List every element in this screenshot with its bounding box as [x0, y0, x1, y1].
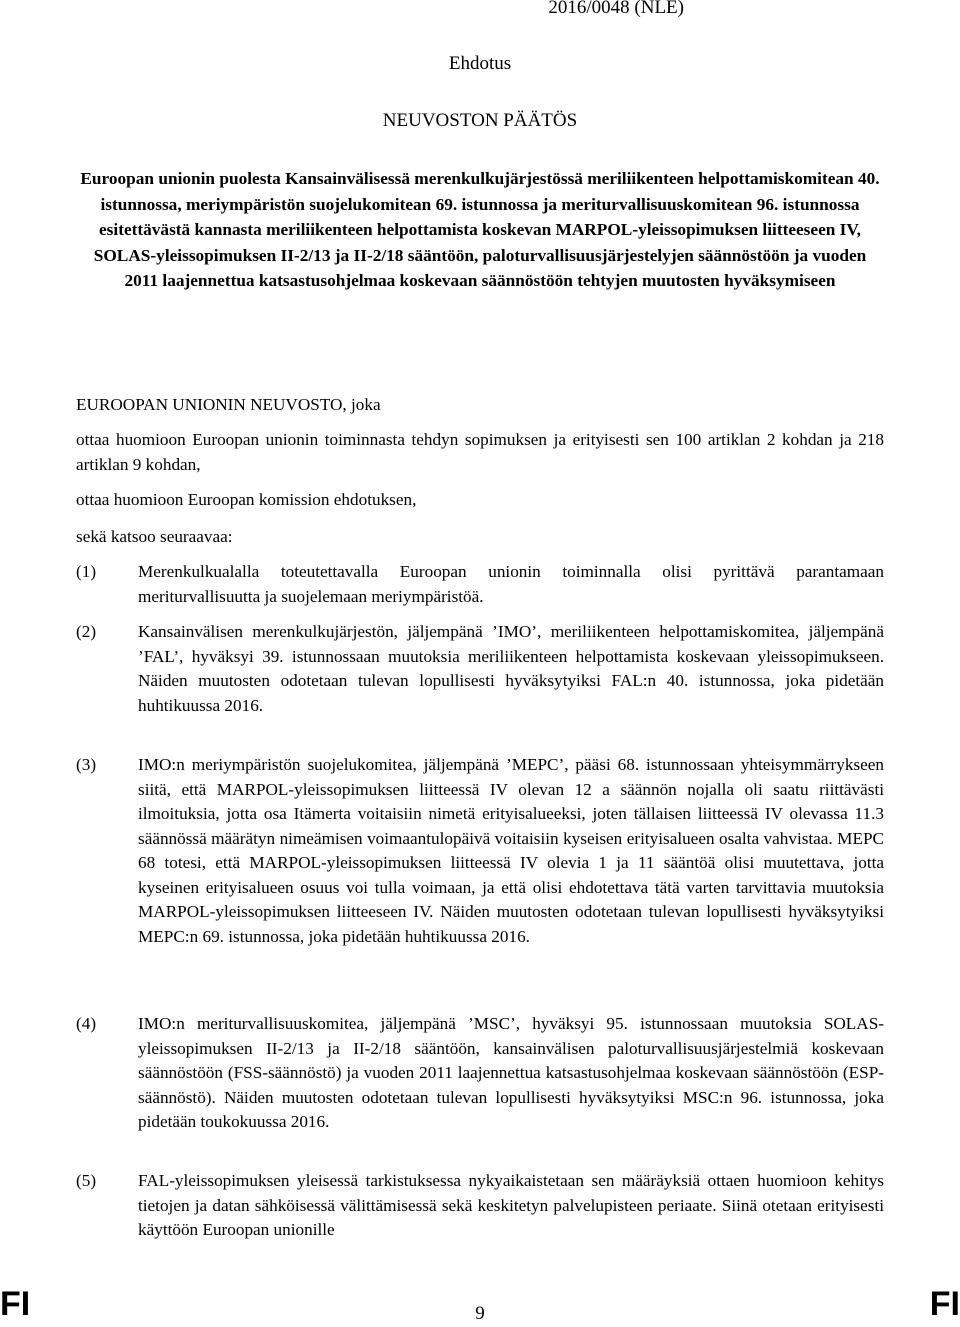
recital-text: Merenkulkualalla toteutettavalla Euroopan unionin toiminnalla olisi pyrittävä parantamaan meriturvallisuutta ja suojelemaan meriympäristöä. [138, 562, 884, 606]
recital-3 [76, 753, 884, 949]
recital-number: (5) [76, 1171, 97, 1190]
footer-language-left: FI [0, 1285, 31, 1323]
recital-number: (3) [76, 755, 97, 774]
recital-1 [76, 560, 884, 609]
recital-text: Kansainvälisen merenkulkujärjestön, jäljempänä ’IMO’, meriliikenteen helpottamiskomitea, jäljempänä ’FAL’, hyväksyi 39. istunnossaan muutoksia meriliikenteen helpottamista koskevaan yleissopimukseen. Näiden muutosten odotetaan tulevan lopullisesti hyväksytyiksi FAL:n 40. istunnossa, joka pidetään huhtikuussa 2016. [138, 622, 884, 715]
recital-number: (1) [76, 562, 97, 581]
recital-text: IMO:n meriympäristön suojelukomitea, jäljempänä ’MEPC’, pääsi 68. istunnossaan yhteisymmärrykseen siitä, että MARPOL-yleissopimuksen liitteessä IV olevan 12 a säännön nojalla oli saatu riittävästi ilmoituksia, jotta osa Itämerta voitaisiin nimetä erityisalueeksi, joten tällaisen liitteessä IV olevassa 11.3 säännössä määrätyn nimeämisen voimaantulopäivä voitaisiin kyseisen erityisalueen osalta vahvistaa. MEPC 68 totesi, että MARPOL-yleissopimuksen liitteessä IV olevia 1 ja 11 sääntöä olisi muutettava, jotta kyseinen erityisalueen osuus voi tulla voimaan, ja että olisi ehdotettava tätä varten tarvittavia muutoksia MARPOL-yleissopimuksen liitteeseen IV. Näiden muutosten odotetaan tulevan lopullisesti hyväksytyiksi MEPC:n 69. istunnossa, joka pidetään huhtikuussa 2016. [138, 755, 884, 946]
preamble-whereas: sekä katsoo seuraavaa: [76, 527, 233, 546]
recital-2 [76, 620, 884, 718]
document-subject: Euroopan unionin puolesta Kansainvälisessä merenkulkujärjestössä meriliikenteen helpottamiskomitean 40. istunnossa, meriympäristön suojelukomitean 69. istunnossa ja meriturvallisuuskomitean 96. istunnossa esitettävästä kannasta meriliikenteen helpottamista koskevan MARPOL-yleissopimuksen liitteeseen IV, SOLAS-yleissopimuksen II-2/13 ja II-2/18 sääntöön, paloturvallisuusjärjestelyjen säännöstöön ja vuoden 2011 laajennettua katsastusohjelmaa koskevaan säännöstöön tehtyjen muutosten hyväksymiseen [80, 169, 880, 290]
recital-4 [76, 1012, 884, 1135]
preamble-proposal-citation: ottaa huomioon Euroopan komission ehdotuksen, [76, 490, 417, 509]
document-reference: 2016/0048 (NLE) [548, 0, 684, 18]
recital-number: (4) [76, 1014, 97, 1033]
recital-number: (2) [76, 622, 97, 641]
recital-text: FAL-yleissopimuksen yleisessä tarkistuksessa nykyaikaistetaan sen määräyksiä ottaen huomioon kehitys tietojen ja datan sähköisessä välittämisessä sekä keskitetyn palvelupisteen periaate. Siinä otetaan erityisesti käyttöön Euroopan unionille [138, 1171, 884, 1239]
page-number: 9 [475, 1303, 485, 1324]
recital-5 [76, 1169, 884, 1243]
preamble-treaty-citation: ottaa huomioon Euroopan unionin toiminnasta tehdyn sopimuksen ja erityisesti sen 100 artiklan 2 kohdan ja 218 artiklan 9 kohdan, [76, 430, 884, 474]
preamble-intro: EUROOPAN UNIONIN NEUVOSTO, joka [76, 395, 381, 414]
footer-language-right: FI [929, 1285, 960, 1323]
proposal-label: Ehdotus [448, 53, 512, 74]
recital-text: IMO:n meriturvallisuuskomitea, jäljempänä ’MSC’, hyväksyi 95. istunnossaan muutoksia SOLAS-yleissopimuksen II-2/13 ja II-2/18 sääntöön, kansainvälisen paloturvallisuusjärjestelmiä koskevaan säännöstöön (FSS-säännöstö) ja vuoden 2011 laajennettua katsastusohjelmaa koskevaan säännöstöön (ESP-säännöstö). Näiden muutosten odotetaan tulevan lopullisesti hyväksytyiksi MSC:n 96. istunnossa, joka pidetään toukokuussa 2016. [138, 1014, 884, 1131]
document-title: NEUVOSTON PÄÄTÖS [382, 110, 578, 131]
